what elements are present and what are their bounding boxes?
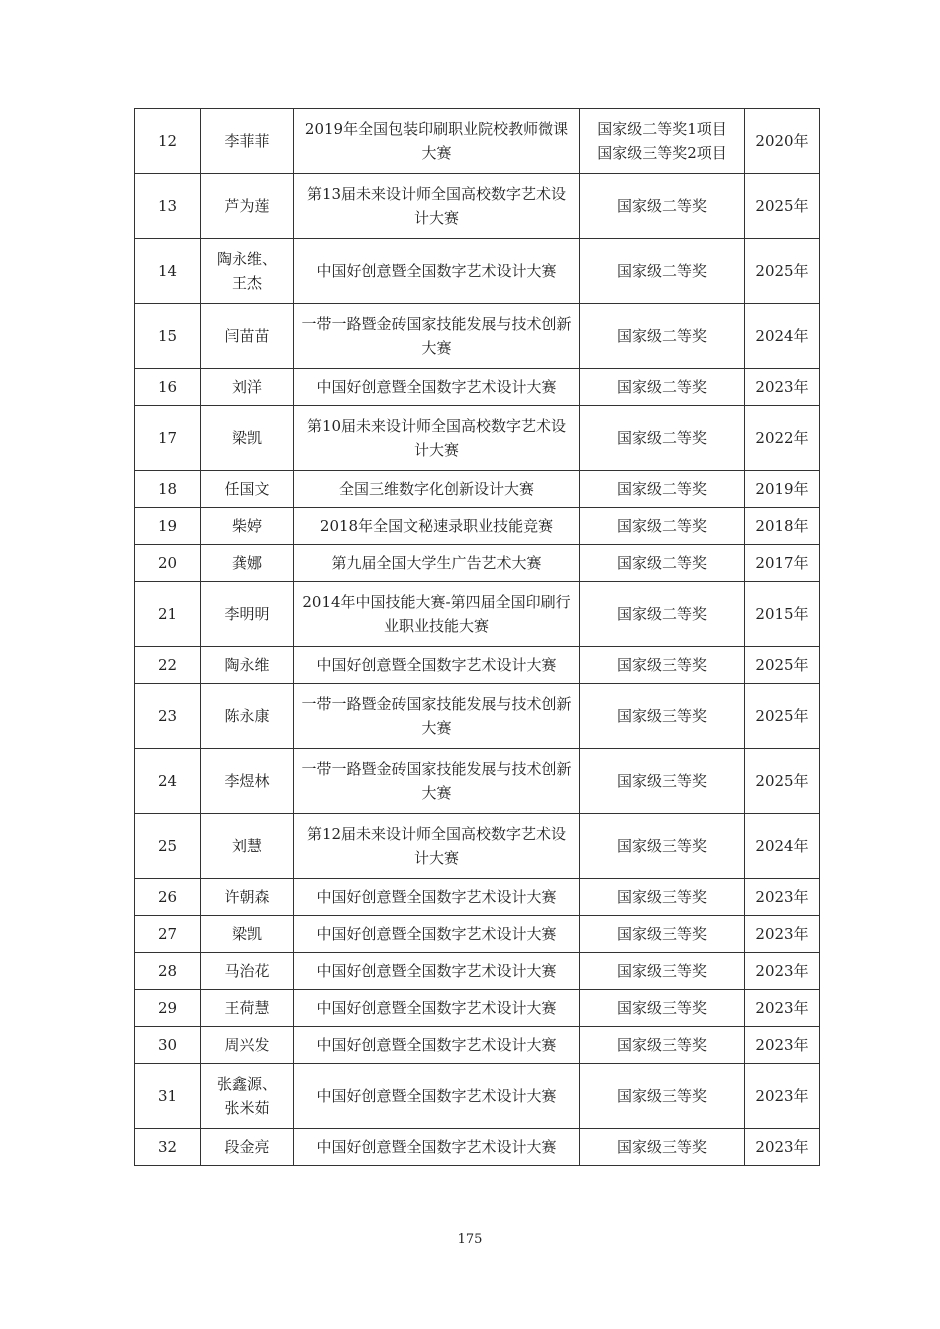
cell-number-text: 25 <box>157 837 178 855</box>
cell-award <box>580 647 745 684</box>
table-row <box>135 990 820 1027</box>
cell-contest <box>294 304 580 369</box>
cell-name <box>201 749 294 814</box>
cell-name-text: 段金亮 <box>224 1138 270 1156</box>
cell-year-text: 2025年 <box>755 707 809 725</box>
cell-number <box>135 406 201 471</box>
table-row <box>135 1027 820 1064</box>
cell-name-text: 李明明 <box>224 605 270 623</box>
cell-contest-text: 中国好创意暨全国数字艺术设计大赛 <box>316 1138 557 1156</box>
cell-contest-text: 第13届未来设计师全国高校数字艺术设计大赛 <box>306 185 567 227</box>
cell-award-text: 国家级三等奖 <box>616 888 707 906</box>
cell-contest-text: 第12届未来设计师全国高校数字艺术设计大赛 <box>306 825 567 867</box>
cell-name-text: 陶永维、王杰 <box>216 250 277 292</box>
cell-contest <box>294 109 580 174</box>
cell-award <box>580 749 745 814</box>
cell-year <box>745 879 820 916</box>
cell-year-text: 2024年 <box>755 327 809 345</box>
table-row <box>135 109 820 174</box>
cell-award-text: 国家级三等奖 <box>616 925 707 943</box>
cell-award <box>580 582 745 647</box>
cell-contest <box>294 582 580 647</box>
cell-name <box>201 174 294 239</box>
table-row <box>135 471 820 508</box>
cell-contest <box>294 239 580 304</box>
cell-name-text: 闫苗苗 <box>224 327 270 345</box>
cell-award <box>580 109 745 174</box>
cell-award-text: 国家级三等奖 <box>616 656 707 674</box>
cell-contest-text: 全国三维数字化创新设计大赛 <box>338 480 534 498</box>
cell-year-text: 2023年 <box>755 888 809 906</box>
cell-year-text: 2022年 <box>755 429 809 447</box>
cell-contest <box>294 508 580 545</box>
cell-number <box>135 749 201 814</box>
cell-year-text: 2017年 <box>755 554 809 572</box>
awards-table-body <box>135 109 820 1166</box>
cell-name-text: 陶永维 <box>224 656 270 674</box>
cell-number <box>135 1129 201 1166</box>
table-row <box>135 239 820 304</box>
cell-award-text: 国家级三等奖 <box>616 1036 707 1054</box>
cell-name <box>201 1064 294 1129</box>
cell-contest <box>294 814 580 879</box>
cell-name <box>201 508 294 545</box>
cell-number-text: 31 <box>157 1087 178 1105</box>
cell-name-text: 龚娜 <box>231 554 262 572</box>
cell-award-text: 国家级三等奖 <box>616 962 707 980</box>
cell-award <box>580 990 745 1027</box>
cell-contest <box>294 1129 580 1166</box>
cell-number <box>135 990 201 1027</box>
table-row <box>135 174 820 239</box>
cell-contest <box>294 953 580 990</box>
cell-contest-text: 中国好创意暨全国数字艺术设计大赛 <box>316 1036 557 1054</box>
cell-number <box>135 879 201 916</box>
cell-award <box>580 508 745 545</box>
cell-number <box>135 1027 201 1064</box>
cell-number <box>135 471 201 508</box>
cell-number <box>135 369 201 406</box>
cell-year <box>745 545 820 582</box>
cell-number-text: 23 <box>157 707 178 725</box>
cell-contest-text: 一带一路暨金砖国家技能发展与技术创新大赛 <box>301 760 572 802</box>
cell-year-text: 2018年 <box>755 517 809 535</box>
cell-award <box>580 814 745 879</box>
cell-contest <box>294 545 580 582</box>
cell-number <box>135 1064 201 1129</box>
cell-number-text: 14 <box>157 262 178 280</box>
cell-number <box>135 304 201 369</box>
cell-name-text: 任国文 <box>224 480 270 498</box>
cell-number-text: 13 <box>157 197 178 215</box>
cell-number <box>135 953 201 990</box>
cell-name-text: 马治花 <box>224 962 270 980</box>
cell-year <box>745 916 820 953</box>
table-row <box>135 1129 820 1166</box>
cell-contest-text: 中国好创意暨全国数字艺术设计大赛 <box>316 262 557 280</box>
cell-award <box>580 304 745 369</box>
cell-contest <box>294 174 580 239</box>
cell-year-text: 2019年 <box>755 480 809 498</box>
cell-award-text: 国家级三等奖 <box>616 999 707 1017</box>
awards-table <box>134 108 820 1166</box>
cell-contest-text: 2019年全国包装印刷职业院校教师微课大赛 <box>304 120 569 162</box>
cell-award-text: 国家级二等奖 <box>616 327 707 345</box>
cell-name-text: 李煜林 <box>224 772 270 790</box>
cell-name-text: 梁凯 <box>231 429 262 447</box>
cell-number <box>135 508 201 545</box>
cell-award-text: 国家级二等奖 <box>616 554 707 572</box>
cell-year <box>745 239 820 304</box>
cell-year <box>745 304 820 369</box>
cell-award <box>580 406 745 471</box>
page-number: 175 <box>457 1232 483 1247</box>
table-row <box>135 406 820 471</box>
table-row <box>135 814 820 879</box>
cell-contest <box>294 471 580 508</box>
cell-number <box>135 647 201 684</box>
cell-name <box>201 109 294 174</box>
table-row <box>135 1064 820 1129</box>
cell-number-text: 15 <box>157 327 178 345</box>
cell-number-text: 12 <box>157 132 178 150</box>
cell-year <box>745 990 820 1027</box>
cell-name-text: 李菲菲 <box>224 132 270 150</box>
cell-year-text: 2025年 <box>755 262 809 280</box>
cell-year <box>745 953 820 990</box>
cell-number <box>135 109 201 174</box>
cell-number-text: 30 <box>157 1036 178 1054</box>
cell-number <box>135 239 201 304</box>
cell-contest <box>294 1064 580 1129</box>
cell-award-text: 国家级二等奖 <box>616 429 707 447</box>
cell-name-text: 王荷慧 <box>224 999 270 1017</box>
cell-name <box>201 916 294 953</box>
cell-name <box>201 879 294 916</box>
cell-award <box>580 174 745 239</box>
cell-year <box>745 406 820 471</box>
cell-year <box>745 749 820 814</box>
cell-award <box>580 1129 745 1166</box>
cell-name-text: 刘洋 <box>231 378 262 396</box>
cell-name <box>201 406 294 471</box>
cell-year-text: 2023年 <box>755 925 809 943</box>
cell-number <box>135 545 201 582</box>
cell-number-text: 18 <box>157 480 178 498</box>
cell-award <box>580 1064 745 1129</box>
table-row <box>135 684 820 749</box>
cell-year <box>745 369 820 406</box>
cell-name <box>201 582 294 647</box>
cell-award-text: 国家级二等奖 <box>616 197 707 215</box>
cell-award-text: 国家级三等奖 <box>616 707 707 725</box>
cell-award-text: 国家级二等奖 <box>616 262 707 280</box>
cell-year-text: 2024年 <box>755 837 809 855</box>
cell-award <box>580 239 745 304</box>
cell-year-text: 2025年 <box>755 656 809 674</box>
cell-award <box>580 916 745 953</box>
cell-year-text: 2023年 <box>755 378 809 396</box>
cell-name <box>201 1027 294 1064</box>
cell-name-text: 芦为莲 <box>224 197 270 215</box>
cell-number <box>135 582 201 647</box>
cell-award <box>580 471 745 508</box>
cell-number-text: 19 <box>157 517 178 535</box>
table-row <box>135 545 820 582</box>
cell-name <box>201 953 294 990</box>
cell-award-text: 国家级三等奖 <box>616 1138 707 1156</box>
table-row <box>135 879 820 916</box>
cell-name-text: 梁凯 <box>231 925 262 943</box>
cell-name-text: 周兴发 <box>224 1036 270 1054</box>
cell-contest <box>294 369 580 406</box>
cell-year-text: 2023年 <box>755 1036 809 1054</box>
cell-year-text: 2025年 <box>755 197 809 215</box>
cell-contest <box>294 879 580 916</box>
cell-award-text: 国家级二等奖 <box>616 378 707 396</box>
cell-contest-text: 中国好创意暨全国数字艺术设计大赛 <box>316 999 557 1017</box>
cell-award <box>580 1027 745 1064</box>
cell-year <box>745 109 820 174</box>
cell-number-text: 28 <box>157 962 178 980</box>
cell-year-text: 2023年 <box>755 1087 809 1105</box>
table-row <box>135 916 820 953</box>
cell-contest-text: 2018年全国文秘速录职业技能竞赛 <box>319 517 554 535</box>
cell-year <box>745 814 820 879</box>
cell-year <box>745 174 820 239</box>
cell-number-text: 16 <box>157 378 178 396</box>
cell-name <box>201 647 294 684</box>
cell-award-text: 国家级三等奖 <box>616 1087 707 1105</box>
cell-contest-text: 一带一路暨金砖国家技能发展与技术创新大赛 <box>301 695 572 737</box>
cell-name <box>201 990 294 1027</box>
cell-award <box>580 369 745 406</box>
table-row <box>135 749 820 814</box>
cell-contest-text: 第10届未来设计师全国高校数字艺术设计大赛 <box>306 417 567 459</box>
cell-award-text: 国家级三等奖 <box>616 772 707 790</box>
cell-award <box>580 879 745 916</box>
cell-number-text: 20 <box>157 554 178 572</box>
cell-name <box>201 471 294 508</box>
cell-name <box>201 684 294 749</box>
cell-name <box>201 814 294 879</box>
cell-award-text: 国家级二等奖 <box>616 480 707 498</box>
cell-year <box>745 1064 820 1129</box>
cell-name-text: 陈永康 <box>224 707 270 725</box>
cell-name-text: 柴婷 <box>231 517 262 535</box>
cell-contest-text: 中国好创意暨全国数字艺术设计大赛 <box>316 378 557 396</box>
cell-number <box>135 174 201 239</box>
cell-award-text: 国家级二等奖 <box>616 517 707 535</box>
cell-number <box>135 814 201 879</box>
cell-number-text: 21 <box>157 605 178 623</box>
cell-award <box>580 953 745 990</box>
cell-contest-text: 中国好创意暨全国数字艺术设计大赛 <box>316 888 557 906</box>
cell-award-text: 国家级三等奖 <box>616 837 707 855</box>
cell-award <box>580 684 745 749</box>
cell-name <box>201 545 294 582</box>
cell-award-text: 国家级二等奖 <box>616 605 707 623</box>
cell-number-text: 29 <box>157 999 178 1017</box>
cell-year-text: 2023年 <box>755 962 809 980</box>
cell-contest-text: 中国好创意暨全国数字艺术设计大赛 <box>316 1087 557 1105</box>
cell-award <box>580 545 745 582</box>
cell-contest <box>294 1027 580 1064</box>
cell-contest-text: 中国好创意暨全国数字艺术设计大赛 <box>316 962 557 980</box>
cell-name-text: 张鑫源、张米茹 <box>216 1075 277 1117</box>
cell-number-text: 26 <box>157 888 178 906</box>
cell-year-text: 2023年 <box>755 1138 809 1156</box>
cell-name <box>201 304 294 369</box>
cell-contest-text: 第九届全国大学生广告艺术大赛 <box>331 554 542 572</box>
cell-contest-text: 中国好创意暨全国数字艺术设计大赛 <box>316 925 557 943</box>
cell-contest <box>294 406 580 471</box>
cell-year <box>745 684 820 749</box>
cell-name <box>201 1129 294 1166</box>
cell-year <box>745 471 820 508</box>
cell-year-text: 2020年 <box>755 132 809 150</box>
cell-number-text: 17 <box>157 429 178 447</box>
table-row <box>135 304 820 369</box>
cell-year <box>745 647 820 684</box>
cell-year <box>745 508 820 545</box>
cell-year-text: 2025年 <box>755 772 809 790</box>
cell-name <box>201 369 294 406</box>
cell-contest-text: 中国好创意暨全国数字艺术设计大赛 <box>316 656 557 674</box>
table-row <box>135 647 820 684</box>
cell-name-text: 许朝森 <box>224 888 270 906</box>
cell-contest-text: 2014年中国技能大赛-第四届全国印刷行业职业技能大赛 <box>302 593 571 635</box>
cell-contest <box>294 916 580 953</box>
cell-number-text: 22 <box>157 656 178 674</box>
table-row <box>135 369 820 406</box>
cell-contest <box>294 990 580 1027</box>
cell-contest <box>294 684 580 749</box>
cell-name <box>201 239 294 304</box>
cell-year <box>745 1129 820 1166</box>
cell-year-text: 2015年 <box>755 605 809 623</box>
cell-award-text: 国家级二等奖1项目 国家级三等奖2项目 <box>597 120 727 162</box>
cell-contest <box>294 647 580 684</box>
cell-contest-text: 一带一路暨金砖国家技能发展与技术创新大赛 <box>301 315 572 357</box>
cell-year <box>745 1027 820 1064</box>
cell-number <box>135 684 201 749</box>
cell-number-text: 24 <box>157 772 178 790</box>
cell-number-text: 27 <box>157 925 178 943</box>
cell-year <box>745 582 820 647</box>
cell-number-text: 32 <box>157 1138 178 1156</box>
table-row <box>135 953 820 990</box>
table-row <box>135 508 820 545</box>
cell-contest <box>294 749 580 814</box>
cell-name-text: 刘慧 <box>231 837 262 855</box>
table-row <box>135 582 820 647</box>
cell-number <box>135 916 201 953</box>
cell-year-text: 2023年 <box>755 999 809 1017</box>
